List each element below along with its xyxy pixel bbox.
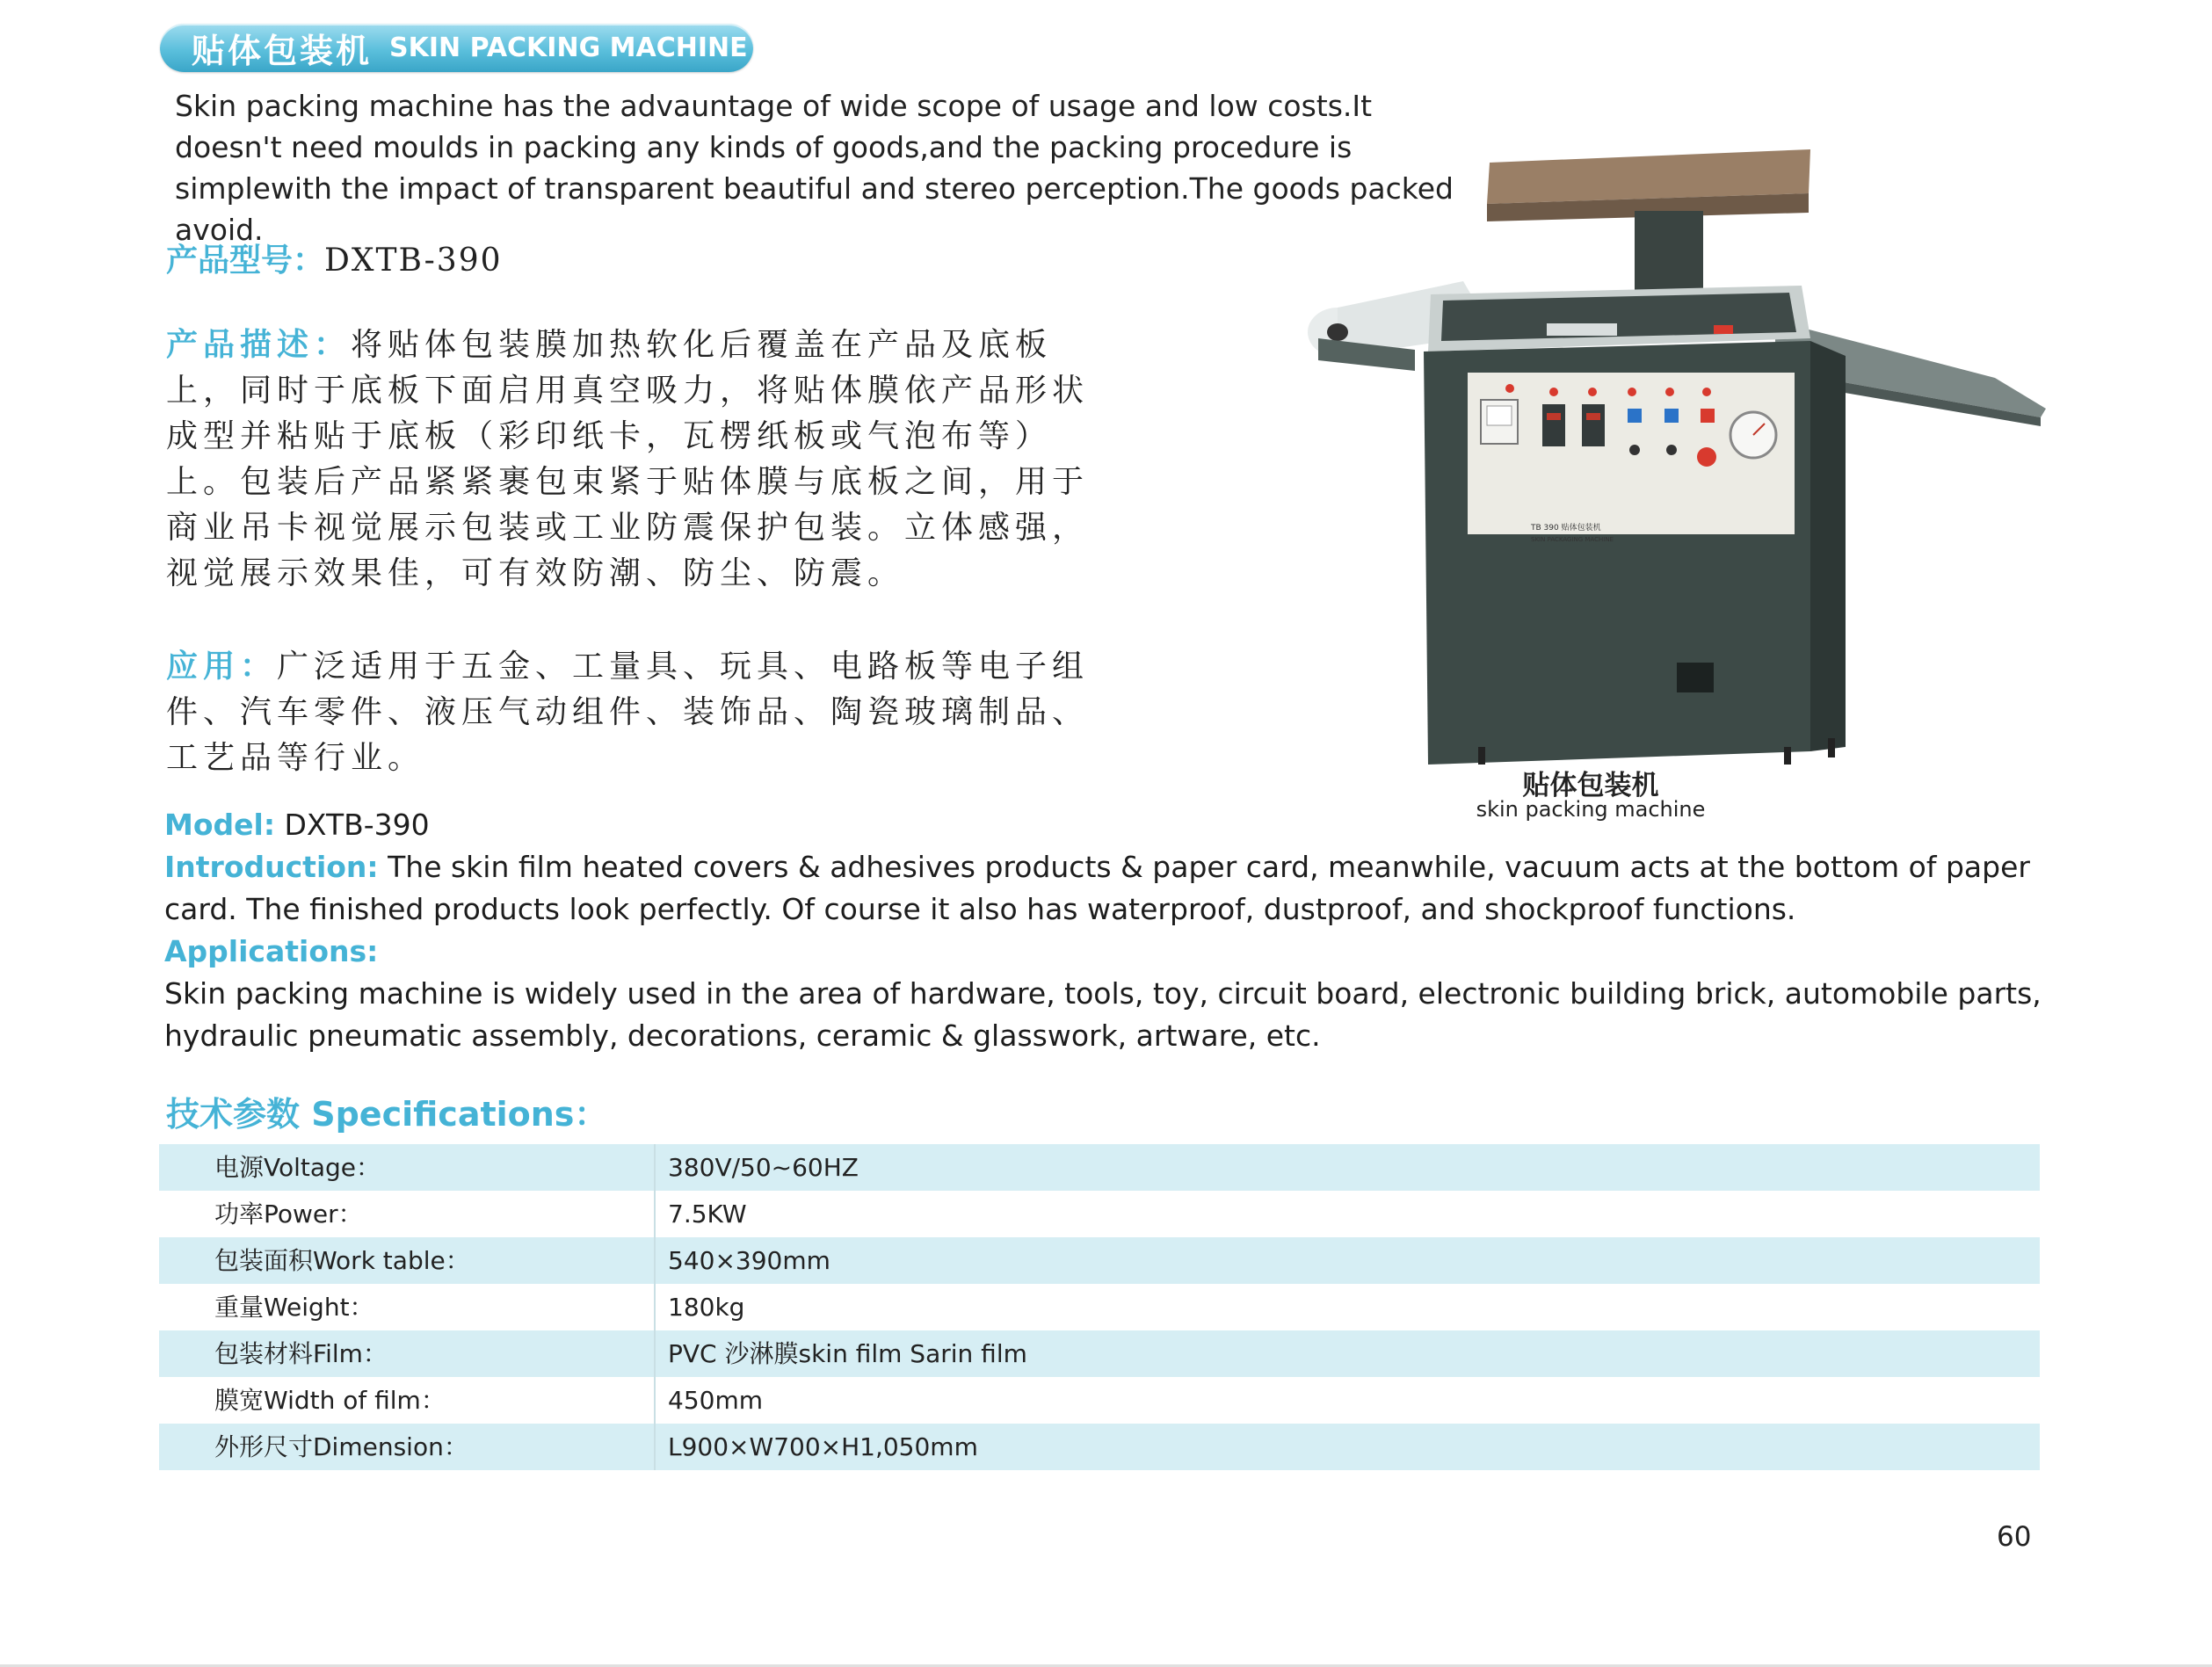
model-en-label: Model: (164, 808, 276, 842)
machine-photo (1283, 141, 2056, 765)
applications-en-text: Skin packing machine is widely used in the area of hardware, tools, toy, circuit board, electronic building brick, automobile parts, hydraulic pneumatic assembly, decorations, ceramic & glasswork, artware, etc. (164, 976, 2042, 1053)
introduction-en (164, 846, 2054, 931)
spec-value: 7.5KW (668, 1200, 747, 1229)
introduction-en-text: The skin film heated covers & adhesives products & paper card, meanwhile, vacuum acts at the bottom of paper card. The finished products look perfectly. Of course it also has waterproof, dustproof, and shockproof functions. (164, 850, 2030, 926)
applications-cn-label: 应用： (166, 648, 278, 685)
table-row (159, 1237, 2040, 1284)
intro-paragraph-en: Skin packing machine has the advauntage of wide scope of usage and low costs.It doesn't need moulds in packing any kinds of goods,and the packing procedure is simplewith the impact of transparent beautiful and stereo perception.The goods packed avoid. (175, 89, 1454, 247)
spec-value: 450mm (668, 1386, 763, 1415)
spec-value: 540×390mm (668, 1246, 830, 1275)
model-cn-label: 产品型号： (166, 243, 325, 279)
section-header (160, 24, 753, 72)
table-row (159, 1144, 2040, 1191)
spec-key: 重量Weight： (159, 1284, 656, 1330)
spec-key: 电源Voltage： (159, 1144, 656, 1191)
model-en-value: DXTB-390 (275, 808, 430, 842)
image-caption-cn: 贴体包装机 (1522, 770, 1659, 801)
applications-cn (166, 643, 1115, 781)
specifications-table (159, 1144, 2040, 1470)
table-row (159, 1191, 2040, 1237)
spec-key: 膜宽Width of film： (159, 1377, 656, 1424)
spec-key: 功率Power： (159, 1191, 656, 1237)
model-en (164, 804, 2054, 846)
description-cn-text: 将贴体包装膜加热软化后覆盖在产品及底板上，同时于底板下面启用真空吸力，将贴体膜依产品形状成型并粘贴于底板（彩印纸卡，瓦楞纸板或气泡布等）上。包装后产品紧紧裹包束紧于贴体膜与底板之间，用于商业吊卡视觉展示包装或工业防震保护包装。立体感强，视觉展示效果佳，可有效防潮、防尘、防震。 (166, 327, 1090, 591)
table-row (159, 1377, 2040, 1424)
introduction-en-label: Introduction: (164, 850, 379, 884)
applications-en-label: Applications: (164, 934, 379, 968)
spec-value: 180kg (668, 1293, 745, 1322)
page-number: 60 (1997, 1521, 2032, 1553)
spec-value: PVC 沙淋膜skin film Sarin film (668, 1339, 1027, 1368)
spec-key: 包装材料Film： (159, 1330, 656, 1377)
image-caption-en: skin packing machine (1476, 797, 1706, 822)
table-row (159, 1284, 2040, 1330)
model-cn-value: DXTB-390 (324, 243, 503, 279)
description-cn-label: 产品描述： (166, 326, 352, 363)
table-row (159, 1330, 2040, 1377)
model-cn (166, 236, 503, 280)
header-title-cn: 贴体包装机 (192, 32, 373, 70)
spec-key: 包装面积Work table： (159, 1237, 656, 1284)
panel-label-2: SKIN PACKAGING MACHINE (1531, 536, 1614, 543)
applications-cn-text: 广泛适用于五金、工量具、玩具、电路板等电子组件、汽车零件、液压气动组件、装饰品、陶瓷玻璃制品、工艺品等行业。 (166, 649, 1090, 776)
table-row (159, 1424, 2040, 1470)
panel-label-1: TB 390 贴体包装机 (1531, 524, 1601, 533)
description-cn (166, 322, 1115, 597)
spec-value: L900×W700×H1,050mm (668, 1432, 978, 1461)
specifications-title: 技术参数 Specifications： (166, 1095, 608, 1134)
english-details (164, 804, 2054, 1057)
spec-value: 380V/50~60HZ (668, 1153, 859, 1182)
header-title-en: SKIN PACKING MACHINE (389, 33, 748, 63)
spec-key: 外形尺寸Dimension： (159, 1424, 656, 1470)
